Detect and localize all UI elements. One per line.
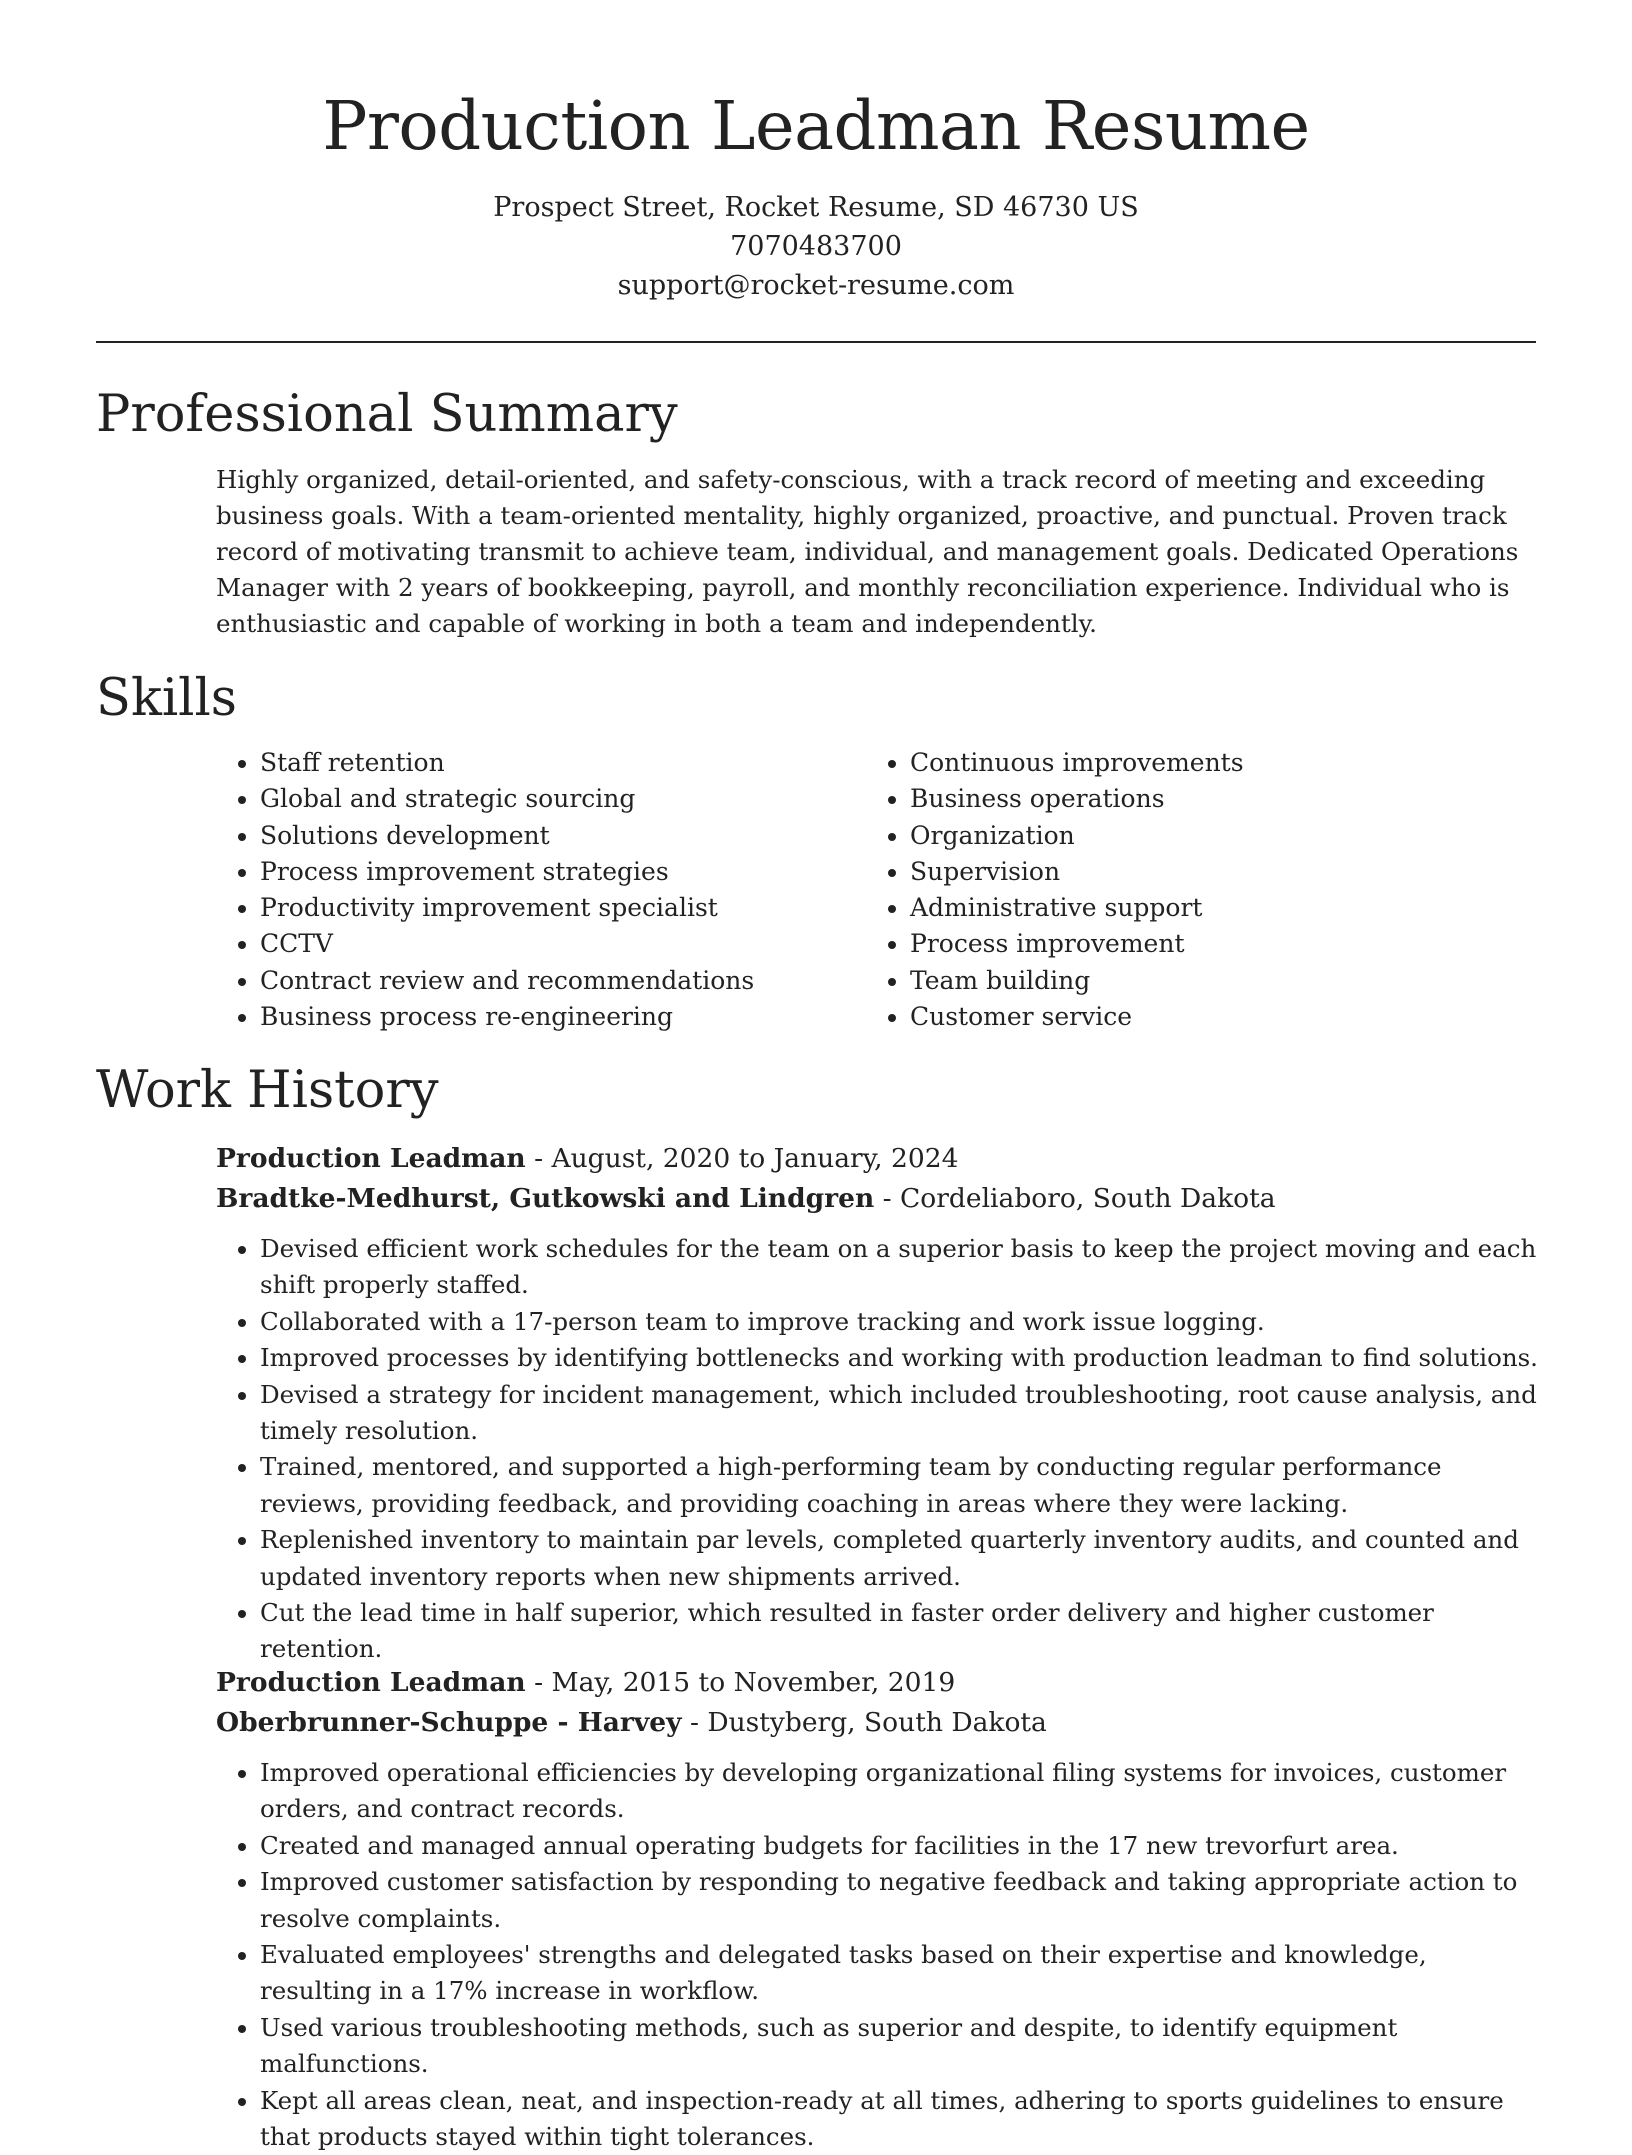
- job-bullet: • Improved operational efficiencies by developing organizational filing systems for invoices, customer orders, and contract records.: [260, 1755, 1541, 1828]
- skill-item: • Global and strategic sourcing: [260, 781, 866, 817]
- job-location: - Cordeliaboro, South Dakota: [874, 1183, 1276, 1214]
- job-bullets: [216, 1231, 1541, 1668]
- skill-item: • Process improvement: [910, 926, 1516, 962]
- job-company: Oberbrunner-Schuppe - Harvey: [216, 1707, 682, 1738]
- contact-block: [0, 188, 1632, 305]
- skills-column-right: [866, 745, 1516, 1035]
- address: Prospect Street, Rocket Resume, SD 46730 US: [493, 192, 1139, 223]
- job-bullet: • Replenished inventory to maintain par levels, completed quarterly inventory audits, and counted and updated inventory reports when new shipments arrived.: [260, 1522, 1541, 1595]
- section-title-summary: Professional Summary: [96, 385, 678, 444]
- job-bullet: • Improved customer satisfaction by responding to negative feedback and taking appropriate action to resolve complaints.: [260, 1864, 1541, 1937]
- resume-header: [0, 78, 1632, 305]
- job-role: Production Leadman: [216, 1667, 526, 1698]
- job-bullet: • Used various troubleshooting methods, such as superior and despite, to identify equipment malfunctions.: [260, 2010, 1541, 2083]
- skill-item: • Business operations: [910, 781, 1516, 817]
- job-bullet: • Collaborated with a 17-person team to improve tracking and work issue logging.: [260, 1304, 1541, 1340]
- summary-text: Highly organized, detail-oriented, and safety-conscious, with a track record of meeting and exceeding business goals. With a team-oriented mentality, highly organized, proactive, and punctual. Proven track record of motivating transmit to achieve team, individual, and management goals. Dedicated Operations Manager with 2 years of bookkeeping, payroll, and monthly reconciliation experience. Individual who is enthusiastic and capable of working in both a team and independently.: [216, 465, 1519, 638]
- job-role: Production Leadman: [216, 1143, 526, 1174]
- job-company-line: [216, 1703, 1541, 1743]
- job-bullet: • Cut the lead time in half superior, which resulted in faster order delivery and higher customer retention.: [260, 1595, 1541, 1668]
- header-divider: [96, 341, 1536, 343]
- skill-item: • Administrative support: [910, 890, 1516, 926]
- job-bullet: • Devised a strategy for incident management, which included troubleshooting, root cause analysis, and timely resolution.: [260, 1377, 1541, 1450]
- job-dates: - August, 2020 to January, 2024: [525, 1143, 959, 1174]
- skills-list: [216, 745, 1541, 1035]
- skill-item: • Organization: [910, 818, 1516, 854]
- job-role-line: [216, 1663, 1541, 1703]
- skill-item: • Productivity improvement specialist: [260, 890, 866, 926]
- job-entry: [216, 1139, 1541, 1668]
- skill-item: • CCTV: [260, 926, 866, 962]
- skill-item: • Solutions development: [260, 818, 866, 854]
- job-bullet: • Improved processes by identifying bottlenecks and working with production leadman to find solutions.: [260, 1340, 1541, 1376]
- skill-item: • Contract review and recommendations: [260, 963, 866, 999]
- skill-item: • Team building: [910, 963, 1516, 999]
- skills-column-left: [216, 745, 866, 1035]
- job-company: Bradtke-Medhurst, Gutkowski and Lindgren: [216, 1183, 875, 1214]
- job-bullet: • Devised efficient work schedules for the team on a superior basis to keep the project moving and each shift properly staffed.: [260, 1231, 1541, 1304]
- skill-item: • Business process re-engineering: [260, 999, 866, 1035]
- phone: 7070483700: [730, 231, 902, 262]
- section-title-skills: Skills: [96, 669, 237, 728]
- skill-item: • Customer service: [910, 999, 1516, 1035]
- skill-item: • Staff retention: [260, 745, 866, 781]
- job-bullet: • Kept all areas clean, neat, and inspection-ready at all times, adhering to sports guidelines to ensure that products stayed within tight tolerances.: [260, 2083, 1541, 2155]
- skill-item: • Process improvement strategies: [260, 854, 866, 890]
- resume-title: Production Leadman Resume: [322, 87, 1310, 165]
- email: support@rocket-resume.com: [617, 270, 1015, 301]
- job-bullet: • Evaluated employees' strengths and delegated tasks based on their expertise and knowledge, resulting in a 17% increase in workflow.: [260, 1937, 1541, 2010]
- section-title-work-history: Work History: [96, 1061, 439, 1120]
- job-bullet: • Trained, mentored, and supported a high-performing team by conducting regular performance reviews, providing feedback, and providing coaching in areas where they were lacking.: [260, 1449, 1541, 1522]
- job-company-line: [216, 1179, 1541, 1219]
- job-role-line: [216, 1139, 1541, 1179]
- job-dates: - May, 2015 to November, 2019: [525, 1667, 956, 1698]
- job-location: - Dustyberg, South Dakota: [681, 1707, 1047, 1738]
- job-bullets: [216, 1755, 1541, 2155]
- job-bullet: • Created and managed annual operating budgets for facilities in the 17 new trevorfurt area.: [260, 1828, 1541, 1864]
- skill-item: • Supervision: [910, 854, 1516, 890]
- skill-item: • Continuous improvements: [910, 745, 1516, 781]
- job-entry: [216, 1663, 1541, 2155]
